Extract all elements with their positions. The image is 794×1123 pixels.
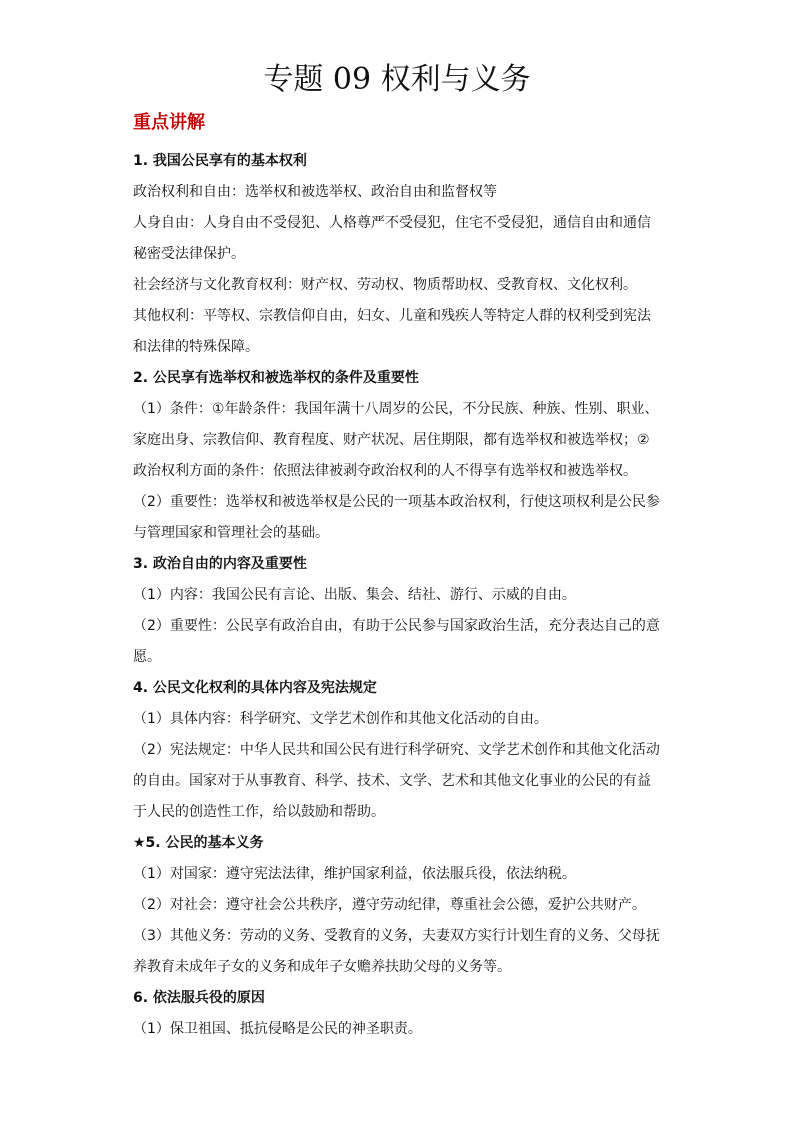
paragraph-line: （2）宪法规定：中华人民共和国公民有进行科学研究、文学艺术创作和其他文化活动 (133, 742, 660, 758)
block-heading: ★5. 公民的基本义务 (133, 835, 264, 851)
block-election-rights (133, 363, 663, 549)
paragraph-line: 于人民的创造性工作，给以鼓励和帮助。 (133, 804, 385, 820)
paragraph-line: （1）内容：我国公民有言论、出版、集会、结社、游行、示威的自由。 (133, 587, 576, 603)
paragraph-line: （3）其他义务：劳动的义务、受教育的义务，夫妻双方实行计划生育的义务、父母抚 (133, 928, 660, 944)
block-cultural-rights (133, 673, 663, 828)
content-body (133, 146, 663, 1045)
block-heading: 6. 依法服兵役的原因 (133, 990, 265, 1006)
paragraph-line: （2）对社会：遵守社会公共秩序，遵守劳动纪律，尊重社会公德，爱护公共财产。 (133, 897, 646, 913)
block-military-service (133, 983, 663, 1045)
paragraph-line: 人身自由：人身自由不受侵犯、人格尊严不受侵犯，住宅不受侵犯，通信自由和通信 (133, 215, 651, 231)
paragraph-line: 和法律的特殊保障。 (133, 339, 259, 355)
block-political-freedom (133, 549, 663, 673)
paragraph-line: （1）条件：①年龄条件：我国年满十八周岁的公民，不分民族、种族、性别、职业、 (133, 401, 659, 417)
paragraph-line: 秘密受法律保护。 (133, 246, 245, 262)
paragraph-line: 政治权利方面的条件：依照法律被剥夺政治权利的人不得享有选举权和被选举权。 (133, 463, 637, 479)
paragraph-line: （1）保卫祖国、抵抗侵略是公民的神圣职责。 (133, 1021, 422, 1037)
block-heading: 1. 我国公民享有的基本权利 (133, 153, 307, 169)
paragraph-line: 养教育未成年子女的义务和成年子女赡养扶助父母的义务等。 (133, 959, 511, 975)
page-title: 专题 09 权利与义务 (263, 62, 531, 97)
paragraph-line: （2）重要性：选举权和被选举权是公民的一项基本政治权利，行使这项权利是公民参 (133, 494, 660, 510)
block-heading: 3. 政治自由的内容及重要性 (133, 556, 307, 572)
paragraph-line: （1）具体内容：科学研究、文学艺术创作和其他文化活动的自由。 (133, 711, 548, 727)
paragraph-line: 其他权利：平等权、宗教信仰自由，妇女、儿童和残疾人等特定人群的权利受到宪法 (133, 308, 651, 324)
paragraph-line: 愿。 (133, 649, 161, 665)
paragraph-line: （1）对国家：遵守宪法法律，维护国家利益，依法服兵役，依法纳税。 (133, 866, 576, 882)
block-heading: 2. 公民享有选举权和被选举权的条件及重要性 (133, 370, 419, 386)
paragraph-line: （2）重要性：公民享有政治自由，有助于公民参与国家政治生活，充分表达自己的意 (133, 618, 660, 634)
section-label: 重点讲解 (133, 112, 205, 133)
paragraph-line: 的自由。国家对于从事教育、科学、技术、文学、艺术和其他文化事业的公民的有益 (133, 773, 651, 789)
paragraph-line: 家庭出身、宗教信仰、教育程度、财产状况、居住期限，都有选举权和被选举权；② (133, 432, 650, 448)
paragraph-line: 与管理国家和管理社会的基础。 (133, 525, 329, 541)
paragraph-line: 政治权利和自由：选举权和被选举权、政治自由和监督权等 (133, 184, 497, 200)
paragraph-line: 社会经济与文化教育权利：财产权、劳动权、物质帮助权、受教育权、文化权利。 (133, 277, 637, 293)
block-basic-rights (133, 146, 663, 363)
block-basic-duties (133, 828, 663, 983)
block-heading: 4. 公民文化权利的具体内容及宪法规定 (133, 680, 377, 696)
